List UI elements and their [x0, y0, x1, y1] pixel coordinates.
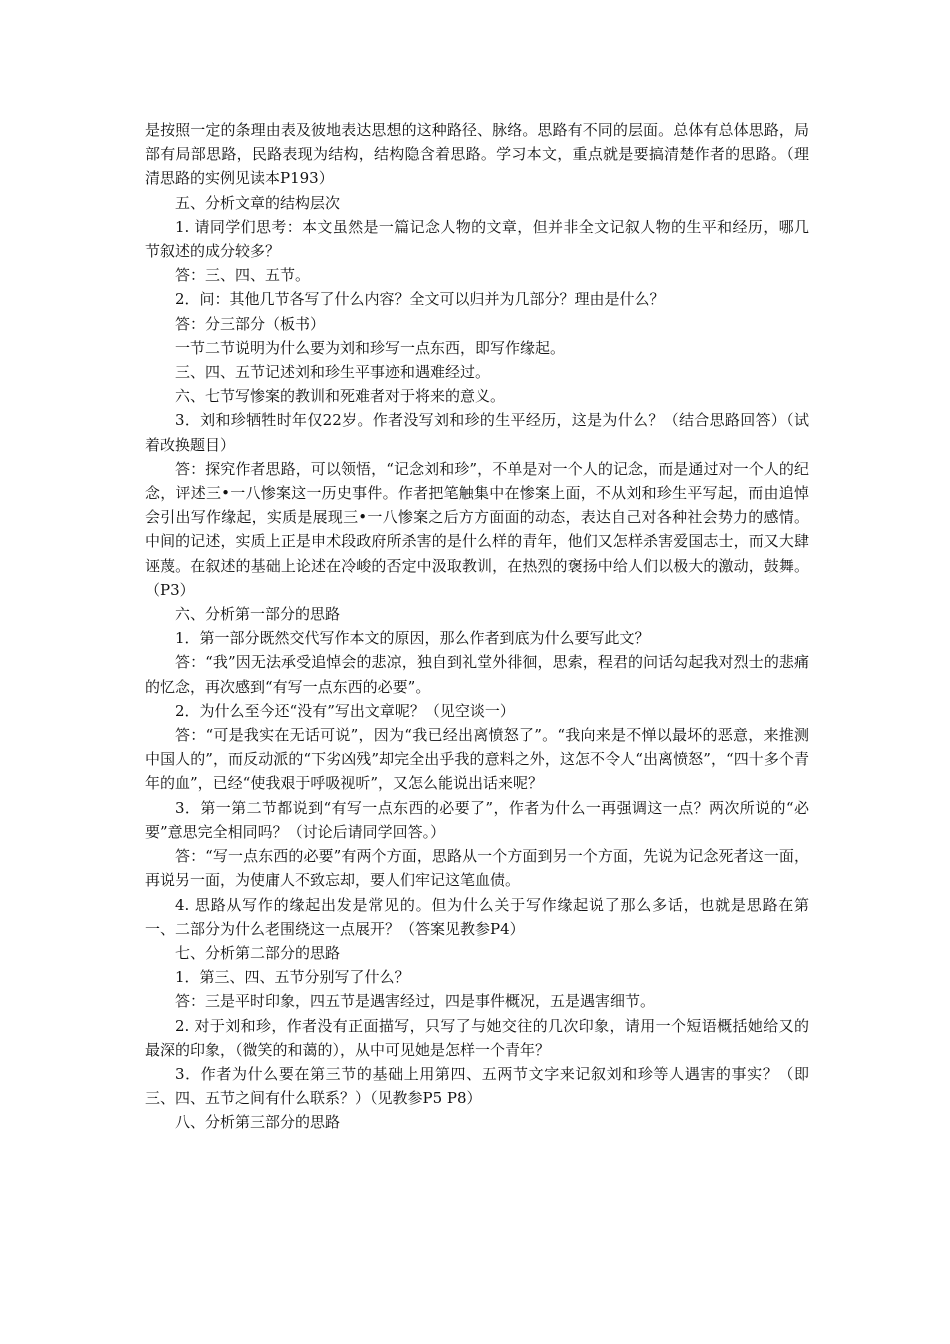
paragraph: 八、分析第三部分的思路 [175, 1113, 341, 1132]
paragraph: 1. 请同学们思考：本文虽然是一篇记念人物的文章，但并非全文记叙人物的生平和经历，哪几节叙述的成分较多？ [145, 217, 809, 261]
paragraph: 1．第三、四、五节分别写了什么？ [175, 968, 410, 987]
paragraph: 答：“可是我实在无话可说”，因为“我已经出离愤怒了”。“我向来是不惮以最坏的恶意，来推测中国人的”，而反动派的“下劣凶残”却完全出乎我的意料之外，这怎不令人“出离愤怒”，“四十多个青年的血”，已经“使我艰于呼吸视听”，又怎么能说出话来呢？ [145, 726, 809, 793]
paragraph: 2．为什么至今还“没有”写出文章呢？（见空谈一） [175, 701, 515, 720]
document-body [145, 118, 809, 1135]
paragraph: 三、四、五节记述刘和珍生平事迹和遇难经过。 [175, 363, 491, 382]
paragraph: 七、分析第二部分的思路 [175, 943, 341, 962]
paragraph: 六、分析第一部分的思路 [175, 605, 341, 624]
paragraph: 答：三、四、五节。 [175, 266, 311, 285]
paragraph: 4. 思路从写作的缘起出发是常见的。但为什么关于写作缘起说了那么多话，也就是思路在第一、二部分为什么老围绕这一点展开？（答案见教参P4） [145, 895, 809, 938]
paragraph: 1．第一部分既然交代写作本文的原因，那么作者到底为什么要写此文？ [175, 629, 650, 648]
paragraph: 答：分三部分（板书） [175, 314, 326, 333]
paragraph: 3．刘和珍牺牲时年仅22岁。作者没写刘和珍的生平经历，这是为什么？（结合思路回答）（试着改换题目） [145, 411, 809, 454]
paragraph: 3．作者为什么要在第三节的基础上用第四、五两节文字来记叙刘和珍等人遇害的事实？（即三、四、五节之间有什么联系？）（见教参P5 P8） [145, 1064, 809, 1108]
paragraph: 答：“写一点东西的必要”有两个方面，思路从一个方面到另一个方面，先说为记念死者这一面，再说另一面，为使庸人不致忘却，要人们牢记这笔血债。 [145, 847, 809, 890]
paragraph: 一节二节说明为什么要为刘和珍写一点东西，即写作缘起。 [175, 338, 566, 357]
paragraph: 六、七节写惨案的教训和死难者对于将来的意义。 [175, 387, 506, 406]
paragraph: 是按照一定的条理由表及彼地表达思想的这种路径、脉络。思路有不同的层面。总体有总体思路，局部有局部思路，民路表现为结构，结构隐含着思路。学习本文，重点就是要搞清楚作者的思路。（理清思路的实例见读本P193） [145, 121, 809, 188]
paragraph: 2．问：其他几节各写了什么内容？全文可以归并为几部分？理由是什么？ [175, 290, 665, 309]
paragraph: 五、分析文章的结构层次 [175, 193, 341, 212]
paragraph: 2. 对于刘和珍，作者没有正面描写，只写了与她交往的几次印象，请用一个短语概括她给又的最深的印象，（微笑的和蔼的），从中可见她是怎样一个青年？ [145, 1016, 809, 1059]
paragraph: 3．第一第二节都说到“有写一点东西的必要了”，作者为什么一再强调这一点？两次所说的“必要”意思完全相同吗？（讨论后请同学回答。） [145, 798, 809, 841]
paragraph: 答：“我”因无法承受追悼会的悲凉，独自到礼堂外徘徊，思索，程君的问话勾起我对烈士的悲痛的忆念，再次感到“有写一点东西的必要”。 [145, 653, 809, 696]
paragraph: 答：三是平时印象，四五节是遇害经过，四是事件概况，五是遇害细节。 [175, 992, 656, 1011]
paragraph: 答：探究作者思路，可以领悟，“记念刘和珍”，不单是对一个人的记念，而是通过对一个人的纪念，评述三•一八惨案这一历史事件。作者把笔触集中在惨案上面，不从刘和珍生平写起，而由追悼会引出写作缘起，实质是展现三•一八惨案之后方方面面的动态，表达自己对各种社会势力的感情。中间的记述，实质上正是申术段政府所杀害的是什么样的青年，他们又怎样杀害爱国志士，而又大肆诬蔑。在叙述的基础上论述在冷峻的否定中汲取教训，在热烈的褒扬中给人们以极大的激动，鼓舞。（P3） [145, 459, 809, 599]
